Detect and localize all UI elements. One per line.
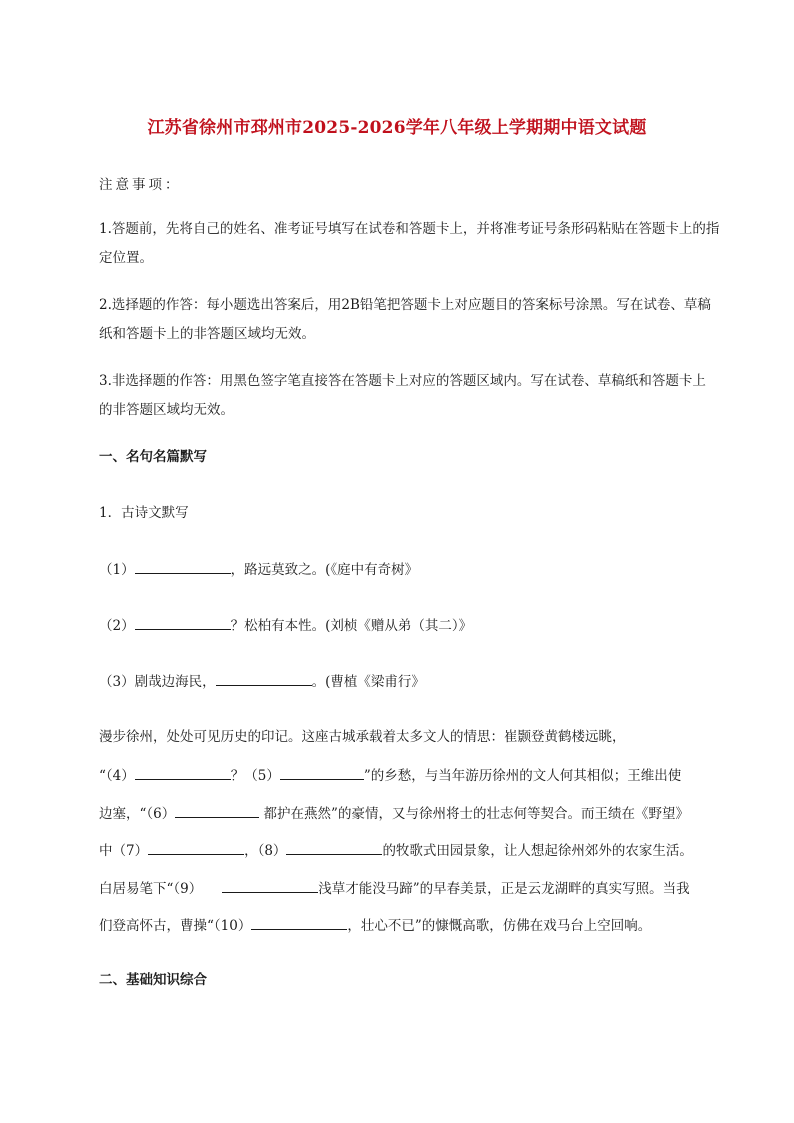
passage-text: ，（8） — [244, 843, 287, 859]
question-1-2 — [99, 615, 472, 636]
answer-blank-2[interactable] — [135, 615, 231, 630]
notice-item-2-line-2: 纸和答题卡上的非答题区域均无效。 — [99, 326, 315, 342]
section-1-heading: 一、名句名篇默写 — [99, 449, 207, 465]
question-number: （2） — [99, 618, 135, 634]
question-text: ？松柏有本性。(刘桢《赠从弟（其二）》 — [230, 618, 473, 634]
notice-item-3-line-2: 的非答题区域均无效。 — [99, 402, 234, 418]
notice-item-2-line-1: 2.选择题的作答：每小题选出答案后，用2B铅笔把答题卡上对应题目的答案标号涂黑。写在试卷、草稿 — [99, 297, 711, 313]
notice-item-1-line-1: 1.答题前，先将自己的姓名、准考证号填写在试卷和答题卡上，并将准考证号条形码粘贴在答题卡上的指 — [99, 221, 720, 237]
passage-line-2 — [99, 765, 681, 786]
notice-item-1-line-2: 定位置。 — [99, 250, 153, 266]
passage-line-6 — [99, 915, 651, 936]
answer-blank-8[interactable] — [286, 840, 382, 855]
passage-text: ”的乡愁，与当年游历徐州的文人何其相似；王维出使 — [363, 768, 682, 784]
notice-item-3-line-1: 3.非选择题的作答：用黑色签字笔直接答在答题卡上对应的答题区域内。写在试卷、草稿纸和答题卡上 — [99, 373, 706, 389]
passage-text: ？（5） — [230, 768, 280, 784]
question-prefix: （3）剧哉边海民， — [99, 674, 216, 690]
passage-text: 中（7） — [99, 843, 149, 859]
passage-text: ，壮心不已”的慷慨高歌，仿佛在戏马台上空回响。 — [347, 918, 652, 934]
question-text: 。(曹植《梁甫行》 — [311, 674, 425, 690]
answer-blank-6[interactable] — [175, 803, 259, 818]
passage-line-5 — [99, 878, 690, 899]
passage-text: 边塞，“（6） — [99, 806, 176, 822]
answer-blank-5[interactable] — [280, 765, 364, 780]
passage-text: 浅草才能没马蹄”的早春美景，正是云龙湖畔的真实写照。当我 — [318, 881, 690, 897]
question-text: ，路远莫致之。(《庭中有奇树》 — [230, 562, 419, 578]
passage-text: 的牧歌式田园景象，让人想起徐州郊外的农家生活。 — [382, 843, 693, 859]
answer-blank-3[interactable] — [216, 671, 312, 686]
answer-blank-9[interactable] — [222, 878, 318, 893]
passage-text: 白居易笔下“（9） — [99, 881, 203, 897]
passage-text: 都护在燕然”的豪情，又与徐州将士的壮志何等契合。而王绩在《野望》 — [259, 806, 689, 822]
question-1-1 — [99, 559, 418, 580]
passage-text: “（4） — [99, 768, 135, 784]
exam-title: 江苏省徐州市邳州市2025-2026学年八年级上学期期中语文试题 — [147, 118, 647, 138]
question-1-title: 1．古诗文默写 — [99, 505, 189, 521]
answer-blank-4[interactable] — [135, 765, 231, 780]
answer-blank-7[interactable] — [148, 840, 244, 855]
section-2-heading: 二、基础知识综合 — [99, 972, 207, 988]
answer-blank-10[interactable] — [251, 915, 347, 930]
passage-line-4 — [99, 840, 693, 861]
answer-blank-1[interactable] — [135, 559, 231, 574]
passage-text: 们登高怀古，曹操“（10） — [99, 918, 252, 934]
question-1-3 — [99, 671, 425, 692]
question-number: （1） — [99, 562, 135, 578]
passage-line-3 — [99, 803, 689, 824]
notice-heading: 注意事项： — [99, 177, 182, 193]
passage-line-1: 漫步徐州，处处可见历史的印记。这座古城承载着太多文人的情思：崔颢登黄鹤楼远眺， — [99, 729, 626, 745]
